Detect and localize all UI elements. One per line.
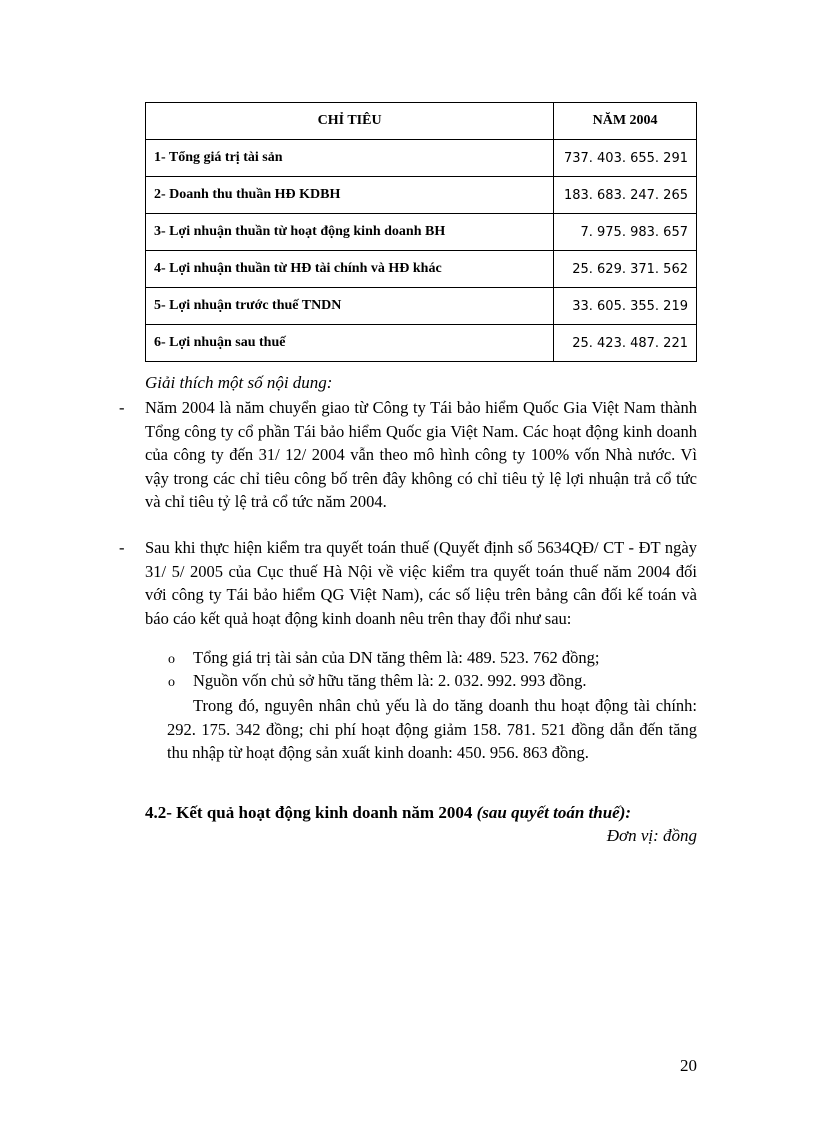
sub-item-equity: Nguồn vốn chủ sở hữu tăng thêm là: 2. 032. 992. 993 đồng. — [193, 671, 587, 690]
row-value: 7. 975. 983. 657 — [554, 214, 697, 251]
explanation-title: Giải thích một số nội dung: — [145, 373, 333, 392]
unit-label: Đơn vị: đồng — [606, 826, 697, 845]
sub-item-assets: Tổng giá trị tài sản của DN tăng thêm là: 489. 523. 762 đồng; — [193, 648, 600, 667]
row-label: 2- Doanh thu thuần HĐ KDBH — [146, 177, 554, 214]
paragraph-detail: Trong đó, nguyên nhân chủ yếu là do tăng doanh thu hoạt động tài chính: 292. 175. 342 đồng; chi phí hoạt động giảm 158. 781. 521 đồng dẫn đến tăng thu nhập từ hoạt động sản xuất kinh doanh: 450. 956. 863 đồng. — [167, 696, 697, 762]
sub-bullet-marker: o — [168, 675, 175, 690]
section-heading — [145, 803, 631, 823]
row-value: 33. 605. 355. 219 — [554, 288, 697, 325]
row-value: 183. 683. 247. 265 — [554, 177, 697, 214]
table-row — [146, 140, 697, 177]
table-row — [146, 288, 697, 325]
paragraph-tax-audit: Sau khi thực hiện kiểm tra quyết toán thuế (Quyết định số 5634QĐ/ CT - ĐT ngày 31/ 5/ 2005 của Cục thuế Hà Nội về việc kiểm tra quyết toán thuế năm 2004 đối với công ty Tái bảo hiểm QG Việt Nam), các số liệu trên bảng cân đối kế toán và báo cáo kết quả hoạt động kinh doanh nêu trên thay đổi như sau: — [145, 538, 697, 628]
bullet-dash: - — [119, 398, 125, 417]
header-indicator: CHỈ TIÊU — [146, 103, 554, 140]
row-label: 4- Lợi nhuận thuần từ HĐ tài chính và HĐ khác — [146, 251, 554, 288]
row-label: 6- Lợi nhuận sau thuế — [146, 325, 554, 362]
bullet-dash: - — [119, 538, 125, 557]
row-label: 5- Lợi nhuận trước thuế TNDN — [146, 288, 554, 325]
table-row — [146, 214, 697, 251]
row-value: 737. 403. 655. 291 — [554, 140, 697, 177]
table-row — [146, 251, 697, 288]
section-heading-main: 4.2- Kết quả hoạt động kinh doanh năm 2004 — [145, 803, 473, 822]
sub-bullet-marker: o — [168, 652, 175, 667]
row-value: 25. 629. 371. 562 — [554, 251, 697, 288]
section-heading-sub: (sau quyết toán thuế): — [476, 803, 632, 822]
table-header-row — [146, 103, 697, 140]
row-label: 3- Lợi nhuận thuần từ hoạt động kinh doanh BH — [146, 214, 554, 251]
table-row — [146, 177, 697, 214]
page-number: 20 — [680, 1056, 697, 1075]
row-value: 25. 423. 487. 221 — [554, 325, 697, 362]
financial-table — [145, 102, 697, 362]
table-row — [146, 325, 697, 362]
paragraph-transition: Năm 2004 là năm chuyển giao từ Công ty Tái bảo hiểm Quốc Gia Việt Nam thành Tổng công ty cổ phần Tái bảo hiểm Quốc gia Việt Nam. Các hoạt động kinh doanh của công ty đến 31/ 12/ 2004 vẫn theo mô hình công ty 100% vốn Nhà nước. Vì vậy trong các chỉ tiêu công bố trên đây không có chỉ tiêu tỷ lệ lợi nhuận trả cổ tức và chỉ tiêu tỷ lệ trả cổ tức năm 2004. — [145, 398, 697, 511]
row-label: 1- Tổng giá trị tài sản — [146, 140, 554, 177]
header-year: NĂM 2004 — [554, 103, 697, 140]
